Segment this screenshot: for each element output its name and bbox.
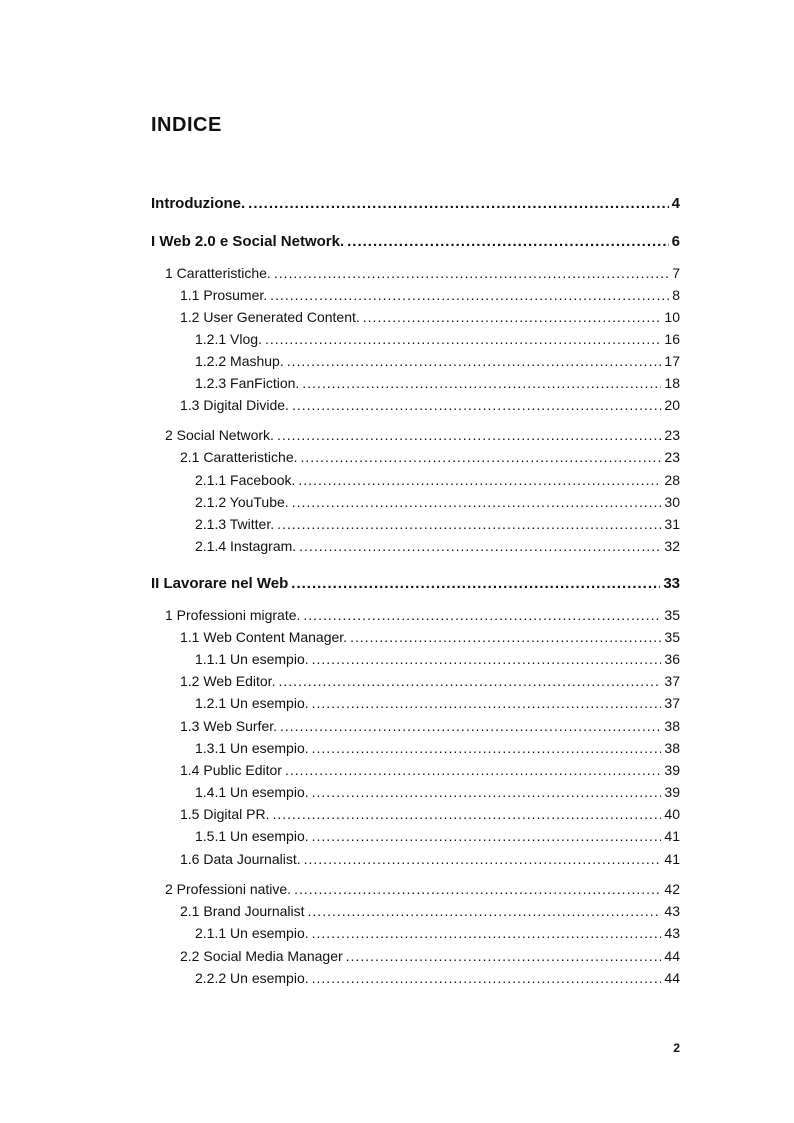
toc-entry[interactable] <box>195 515 680 533</box>
dot-leader <box>346 947 662 965</box>
toc-entry[interactable] <box>180 396 680 414</box>
toc-entry-label: 2.1.3 Twitter. <box>195 516 275 532</box>
toc-entry-page: 39 <box>664 784 680 800</box>
toc-entry-page: 35 <box>664 629 680 645</box>
toc-entry[interactable] <box>180 286 680 304</box>
toc-entry[interactable] <box>180 308 680 326</box>
toc-entry-page: 16 <box>664 331 680 347</box>
dot-leader <box>280 717 661 735</box>
toc-entry-label: 1 Caratteristiche. <box>165 265 271 281</box>
toc-entry-label: I Web 2.0 e Social Network. <box>151 233 345 250</box>
toc-entry-page: 28 <box>664 472 680 488</box>
toc-entry[interactable] <box>195 969 680 987</box>
toc-entry[interactable] <box>165 264 680 282</box>
toc-entry-page: 7 <box>672 265 680 281</box>
toc-entry-page: 44 <box>664 948 680 964</box>
dot-leader <box>272 805 661 823</box>
dot-leader <box>363 308 662 326</box>
toc-entry-page: 8 <box>672 287 680 303</box>
toc-entry-page: 23 <box>664 449 680 465</box>
toc-entry-label: 2 Social Network. <box>165 427 274 443</box>
toc-entry-label: 2.1.1 Facebook. <box>195 472 296 488</box>
dot-leader <box>301 448 662 466</box>
toc-entry-label: 2 Professioni native. <box>165 881 292 897</box>
toc-entry[interactable] <box>180 448 680 466</box>
toc-entry-page: 36 <box>664 651 680 667</box>
toc-entry-page: 41 <box>664 851 680 867</box>
dot-leader <box>312 969 662 987</box>
toc-entry-label: 1.4 Public Editor <box>180 762 282 778</box>
toc-entry[interactable] <box>195 374 680 392</box>
toc-entry[interactable] <box>165 880 680 898</box>
toc-entry-chapter-2[interactable] <box>151 575 680 593</box>
dot-leader <box>312 650 662 668</box>
toc-entry-page: 43 <box>664 925 680 941</box>
toc-entry-label: 2.2 Social Media Manager <box>180 948 343 964</box>
dot-leader <box>287 352 662 370</box>
dot-leader <box>248 195 669 213</box>
dot-leader <box>277 426 661 444</box>
toc-entry[interactable] <box>180 761 680 779</box>
toc-entry-label: 1.2.2 Mashup. <box>195 353 284 369</box>
dot-leader <box>302 374 661 392</box>
toc-entry-page: 39 <box>664 762 680 778</box>
page-title: INDICE <box>151 114 222 136</box>
toc-entry-label: 1.2 Web Editor. <box>180 673 276 689</box>
toc-entry[interactable] <box>180 850 680 868</box>
dot-leader <box>277 515 661 533</box>
toc-entry-label: 2.2.2 Un esempio. <box>195 970 309 986</box>
dot-leader <box>274 264 669 282</box>
toc-entry-label: 1.5 Digital PR. <box>180 806 270 822</box>
dot-leader <box>347 233 669 251</box>
dot-leader <box>299 537 661 555</box>
toc-entry-page: 42 <box>664 881 680 897</box>
toc-entry[interactable] <box>195 739 680 757</box>
toc-entry[interactable] <box>195 493 680 511</box>
toc-entry-label: 2.1 Caratteristiche. <box>180 449 298 465</box>
toc-entry-label: Introduzione. <box>151 195 246 212</box>
toc-entry[interactable] <box>180 805 680 823</box>
dot-leader <box>312 827 662 845</box>
toc-entry[interactable] <box>195 330 680 348</box>
toc-entry-page: 32 <box>664 538 680 554</box>
toc-entry[interactable] <box>195 924 680 942</box>
toc-entry[interactable] <box>180 717 680 735</box>
toc-entry-label: 1.3 Web Surfer. <box>180 718 278 734</box>
toc-entry-label: 2.1.4 Instagram. <box>195 538 297 554</box>
toc-entry-introduzione[interactable] <box>151 195 680 213</box>
dot-leader <box>303 606 661 624</box>
toc-entry-page: 38 <box>664 718 680 734</box>
toc-entry-label: 1.2.3 FanFiction. <box>195 375 300 391</box>
toc-entry[interactable] <box>195 827 680 845</box>
toc-entry-label: 1.3.1 Un esempio. <box>195 740 309 756</box>
toc-entry-label: 1.2 User Generated Content. <box>180 309 360 325</box>
toc-entry-page: 20 <box>664 397 680 413</box>
toc-entry[interactable] <box>180 672 680 690</box>
toc-entry[interactable] <box>195 352 680 370</box>
toc-entry-label: 2.1 Brand Journalist <box>180 903 305 919</box>
toc-entry-page: 38 <box>664 740 680 756</box>
toc-entry-page: 37 <box>664 695 680 711</box>
dot-leader <box>285 761 661 779</box>
toc-entry-page: 35 <box>664 607 680 623</box>
toc-entry-page: 4 <box>671 195 680 212</box>
toc-entry-chapter-1[interactable] <box>151 233 680 251</box>
toc-entry-page: 33 <box>663 575 680 592</box>
dot-leader <box>278 672 661 690</box>
dot-leader <box>312 924 662 942</box>
toc-entry-label: 2.1.2 YouTube. <box>195 494 289 510</box>
toc-entry[interactable] <box>195 471 680 489</box>
dot-leader <box>312 783 662 801</box>
toc-entry-page: 30 <box>664 494 680 510</box>
toc-entry[interactable] <box>165 606 680 624</box>
dot-leader <box>265 330 661 348</box>
toc-entry-label: 1.1 Web Content Manager. <box>180 629 348 645</box>
dot-leader <box>294 880 661 898</box>
toc-entry-page: 17 <box>664 353 680 369</box>
toc-entry-label: 2.1.1 Un esempio. <box>195 925 309 941</box>
toc-entry-page: 40 <box>664 806 680 822</box>
toc-entry-label: 1.2.1 Vlog. <box>195 331 262 347</box>
toc-entry-page: 41 <box>664 828 680 844</box>
dot-leader <box>292 396 661 414</box>
toc-entry-page: 10 <box>664 309 680 325</box>
toc-entry[interactable] <box>195 694 680 712</box>
dot-leader <box>312 739 662 757</box>
toc-entry[interactable] <box>180 902 680 920</box>
toc-entry-page: 37 <box>664 673 680 689</box>
toc-entry-label: 1.1 Prosumer. <box>180 287 268 303</box>
dot-leader <box>292 493 662 511</box>
toc-entry-label: 1.6 Data Journalist. <box>180 851 301 867</box>
toc-entry-page: 18 <box>664 375 680 391</box>
toc-entry-label: II Lavorare nel Web <box>151 575 289 592</box>
dot-leader <box>308 902 662 920</box>
toc-entry[interactable] <box>195 650 680 668</box>
page-number: 2 <box>673 1041 680 1055</box>
toc-entry[interactable] <box>165 426 680 444</box>
dot-leader <box>350 628 661 646</box>
toc-entry-page: 23 <box>664 427 680 443</box>
toc-entry[interactable] <box>180 947 680 965</box>
toc-entry-page: 44 <box>664 970 680 986</box>
toc-entry-label: 1.2.1 Un esempio. <box>195 695 309 711</box>
toc-entry-page: 31 <box>664 516 680 532</box>
toc-entry-page: 43 <box>664 903 680 919</box>
toc-entry[interactable] <box>180 628 680 646</box>
toc-entry-page: 6 <box>671 233 680 250</box>
toc-entry-label: 1 Professioni migrate. <box>165 607 301 623</box>
toc-entry[interactable] <box>195 537 680 555</box>
dot-leader <box>304 850 662 868</box>
dot-leader <box>298 471 661 489</box>
toc-entry-label: 1.5.1 Un esempio. <box>195 828 309 844</box>
toc-entry-label: 1.3 Digital Divide. <box>180 397 289 413</box>
toc-entry-label: 1.4.1 Un esempio. <box>195 784 309 800</box>
dot-leader <box>312 694 662 712</box>
dot-leader <box>270 286 669 304</box>
toc-entry-label: 1.1.1 Un esempio. <box>195 651 309 667</box>
dot-leader <box>291 575 660 593</box>
toc-entry[interactable] <box>195 783 680 801</box>
